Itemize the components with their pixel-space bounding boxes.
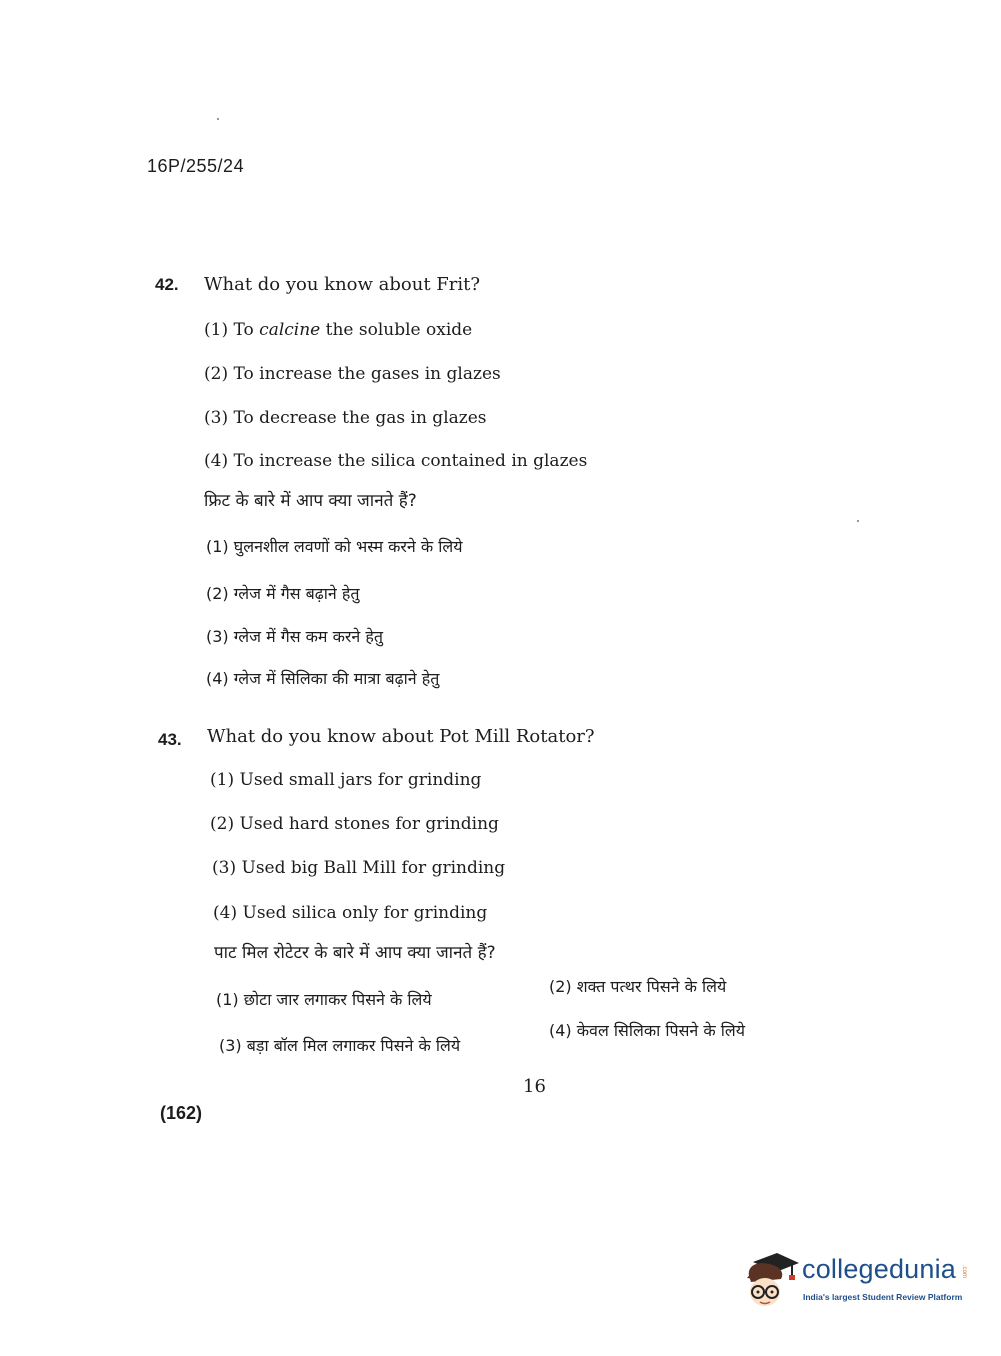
option-number: (1) (204, 320, 229, 340)
option-text: To decrease the gas in glazes (233, 408, 487, 428)
option-4 (204, 451, 587, 471)
option-text: Used big Ball Mill for grinding (241, 858, 506, 878)
option-text: ग्लेज में सिलिका की मात्रा बढ़ाने हेतु (233, 669, 440, 688)
booklet-code: (162) (160, 1103, 203, 1123)
option-3 (204, 408, 487, 428)
option-1 (210, 770, 481, 790)
question-number: 43. (158, 730, 182, 749)
hindi-option-1 (216, 988, 432, 1010)
option-number: (4) (213, 903, 238, 923)
question-text: What do you know about Frit? (204, 274, 481, 295)
logo-wordmark: collegedunia (802, 1254, 957, 1284)
hindi-question-text: फ्रिट के बारे में आप क्या जानते हैं? (204, 491, 417, 511)
option-2 (204, 364, 501, 384)
paper-code: 16P/255/24 (147, 156, 245, 176)
option-number: (4) (204, 451, 229, 471)
option-text: ग्लेज में गैस बढ़ाने हेतु (233, 584, 360, 603)
option-text: छोटा जार लगाकर पिसने के लिये (243, 990, 432, 1009)
option-text: Used small jars for grinding (239, 770, 482, 790)
hindi-option-4 (549, 1019, 745, 1041)
option-text-italic: calcine (259, 320, 321, 340)
option-number: (2) (210, 814, 235, 834)
option-text-end: the soluble oxide (320, 320, 473, 340)
option-text-start: To (233, 320, 260, 340)
hindi-option-3 (219, 1034, 460, 1056)
question-text: What do you know about Pot Mill Rotator? (207, 726, 595, 747)
option-number: (3) (212, 858, 237, 878)
option-4 (213, 903, 487, 923)
hindi-option-2 (549, 975, 726, 997)
option-text: Used hard stones for grinding (239, 814, 499, 834)
option-number: (3) (219, 1036, 242, 1055)
option-number: (2) (204, 364, 229, 384)
option-number: (1) (206, 537, 229, 556)
option-number: (3) (204, 408, 229, 428)
option-1 (204, 320, 472, 340)
hindi-option-2 (206, 582, 360, 604)
option-3 (212, 858, 505, 878)
option-text: To increase the gases in glazes (233, 364, 501, 384)
option-number: (3) (206, 627, 229, 646)
option-text: शक्त पत्थर पिसने के लिये (576, 977, 727, 996)
logo-domain-suffix: .com (961, 1265, 967, 1279)
option-number: (2) (206, 584, 229, 603)
scan-speck (857, 520, 859, 522)
logo-tagline: India's largest Student Review Platform (803, 1292, 963, 1302)
question-number: 42. (155, 275, 179, 294)
option-number: (4) (206, 669, 229, 688)
option-number: (1) (210, 770, 235, 790)
option-number: (4) (549, 1021, 572, 1040)
page-number: 16 (523, 1076, 546, 1097)
option-text: बड़ा बॉल मिल लगाकर पिसने के लिये (246, 1036, 461, 1055)
hindi-option-4 (206, 667, 439, 689)
hindi-option-3 (206, 625, 383, 647)
option-text: केवल सिलिका पिसने के लिये (576, 1021, 746, 1040)
option-number: (1) (216, 990, 239, 1009)
hindi-question-text: पाट मिल रोटेटर के बारे में आप क्या जानते हैं? (214, 943, 496, 963)
option-text: Used silica only for grinding (242, 903, 488, 923)
option-text: ग्लेज में गैस कम करने हेतु (233, 627, 383, 646)
option-2 (210, 814, 499, 834)
collegedunia-logo (743, 1252, 973, 1312)
option-text: To increase the silica contained in glazes (233, 451, 588, 471)
option-number: (2) (549, 977, 572, 996)
hindi-option-1 (206, 535, 463, 557)
mascot-icon (743, 1252, 799, 1310)
scan-speck (217, 118, 219, 120)
option-text: घुलनशील लवणों को भस्म करने के लिये (233, 537, 463, 556)
